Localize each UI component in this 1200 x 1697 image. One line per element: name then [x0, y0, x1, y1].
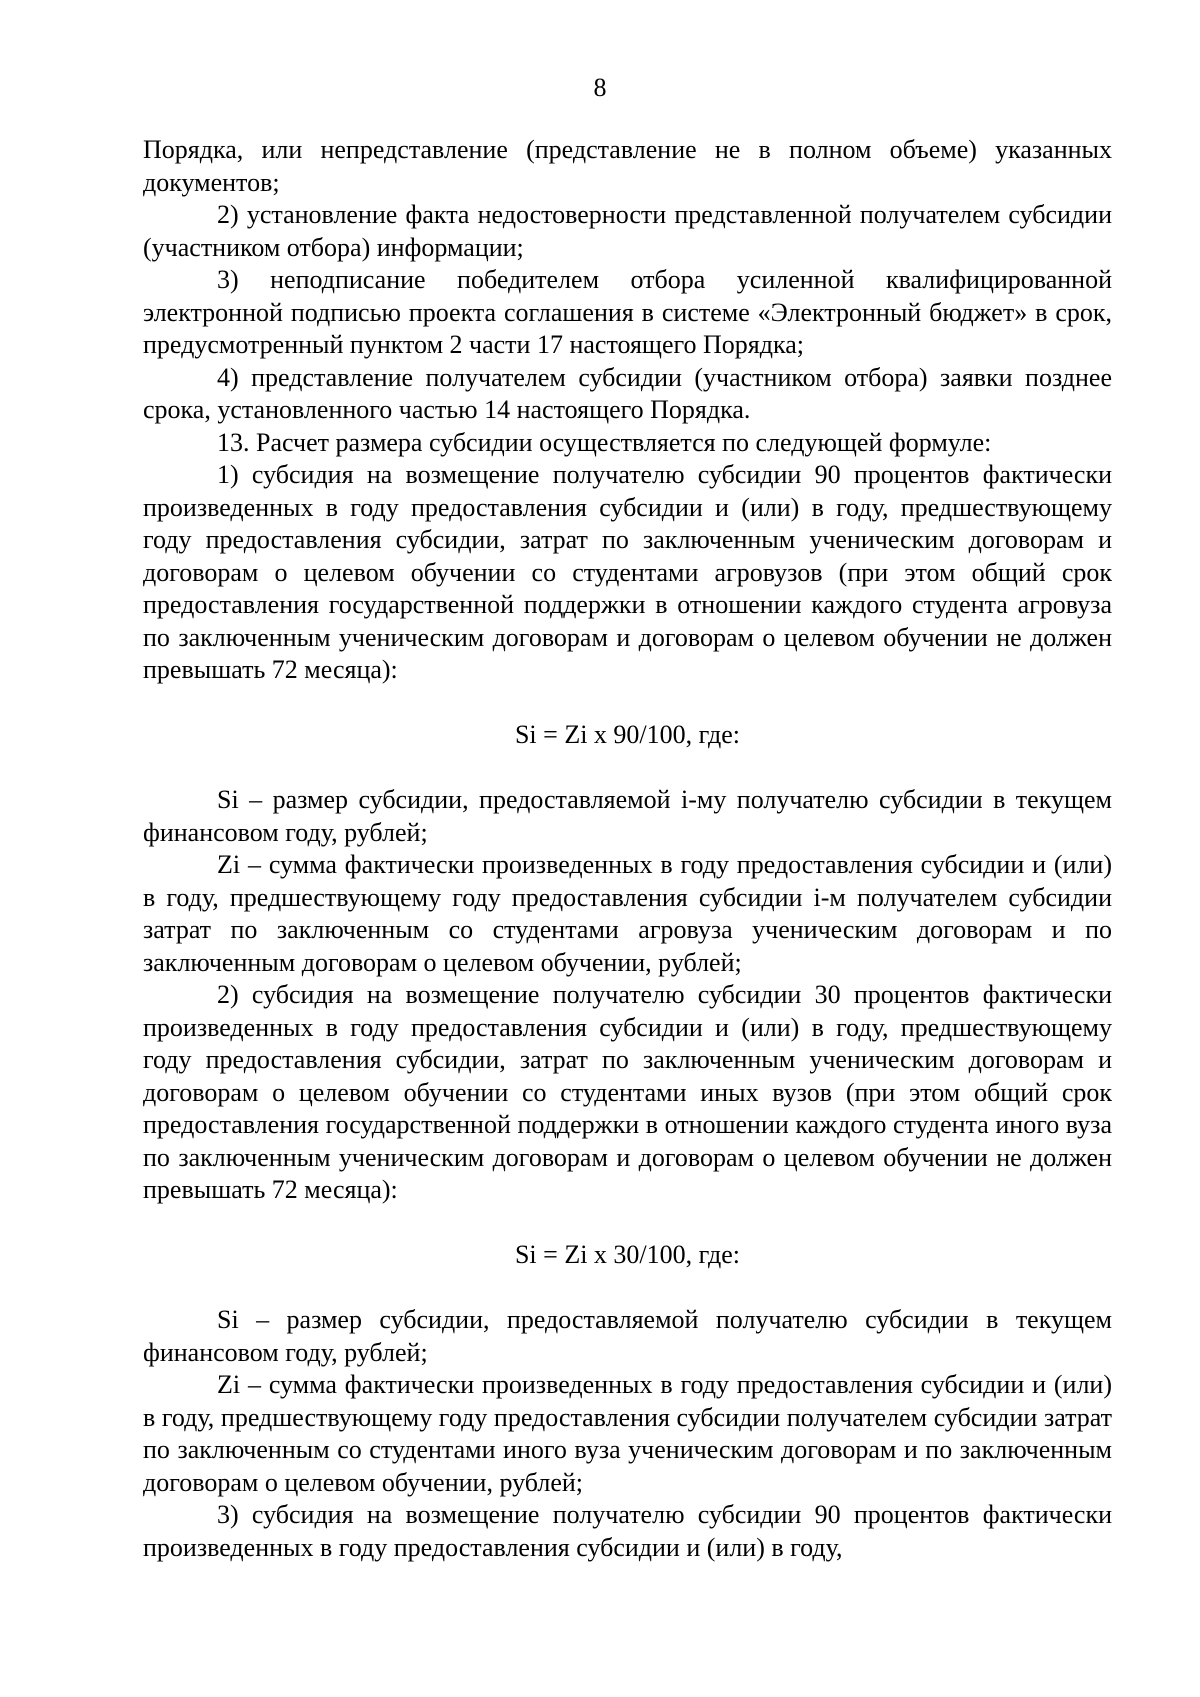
paragraph-si-definition-1: Si – размер субсидии, предоставляемой i-му получателю субсидии в текущем финансовом году, рублей;: [143, 785, 1112, 847]
paragraph-subsidy-90-agro: 1) субсидия на возмещение получателю субсидии 90 процентов фактически произведенных в году предоставления субсидии и (или) в году, предшествующему году предоставления субсидии, затрат по заключенным ученическим договорам и договорам о целевом обучении со студентами агровузов (при этом общий срок предоставления государственной поддержки в отношении каждого студента агровуза по заключенным ученическим договорам и договорам о целевом обучении не должен превышать 72 месяца):: [143, 460, 1112, 684]
paragraph-subsidy-30-other: 2) субсидия на возмещение получателю субсидии 30 процентов фактически произведенных в году предоставления субсидии и (или) в году, предшествующему году предоставления субсидии, затрат по заключенным ученическим договорам и договорам о целевом обучении со студентами иных вузов (при этом общий срок предоставления государственной поддержки в отношении каждого студента иного вуза по заключенным ученическим договорам и договорам о целевом обучении не должен превышать 72 месяца):: [143, 980, 1112, 1204]
document-body: [143, 134, 1112, 1564]
paragraph-13-calculation: 13. Расчет размера субсидии осуществляется по следующей формуле:: [217, 427, 992, 457]
paragraph-item-3-unsigned-agreement: 3) неподписание победителем отбора усиленной квалифицированной электронной подписью проекта соглашения в системе «Электронный бюджет» в срок, предусмотренный пунктом 2 части 17 настоящего Порядка;: [143, 265, 1112, 359]
paragraph-subsidy-90-item-3: 3) субсидия на возмещение получателю субсидии 90 процентов фактически произведенных в году предоставления субсидии и (или) в году,: [143, 1500, 1112, 1562]
paragraph-procedure-nonsubmission: Порядка, или непредставление (представление не в полном объеме) указанных документов;: [143, 135, 1112, 197]
paragraph-si-definition-2: Si – размер субсидии, предоставляемой получателю субсидии в текущем финансовом году, рублей;: [143, 1305, 1112, 1367]
formula-30: Si = Zi x 30/100, где:: [514, 1239, 741, 1269]
paragraph-item-4-late-application: 4) представление получателем субсидии (участником отбора) заявки позднее срока, установленного частью 14 настоящего Порядка.: [143, 362, 1112, 424]
paragraph-zi-definition-2: Zi – сумма фактически произведенных в году предоставления субсидии и (или) в году, предшествующему году предоставления субсидии получателем субсидии затрат по заключенным со студентами иного вуза ученическим договорам и по заключенным договорам о целевом обучении, рублей;: [143, 1370, 1112, 1497]
paragraph-item-2-false-info: 2) установление факта недостоверности представленной получателем субсидии (участником отбора) информации;: [143, 200, 1112, 262]
formula-90: Si = Zi x 90/100, где:: [514, 719, 741, 749]
page-number: 8: [593, 73, 607, 102]
paragraph-zi-definition-1: Zi – сумма фактически произведенных в году предоставления субсидии и (или) в году, предшествующему году предоставления субсидии i-м получателем субсидии затрат по заключенным со студентами агровуза ученическим договорам и по заключенным договорам о целевом обучении, рублей;: [143, 850, 1112, 977]
